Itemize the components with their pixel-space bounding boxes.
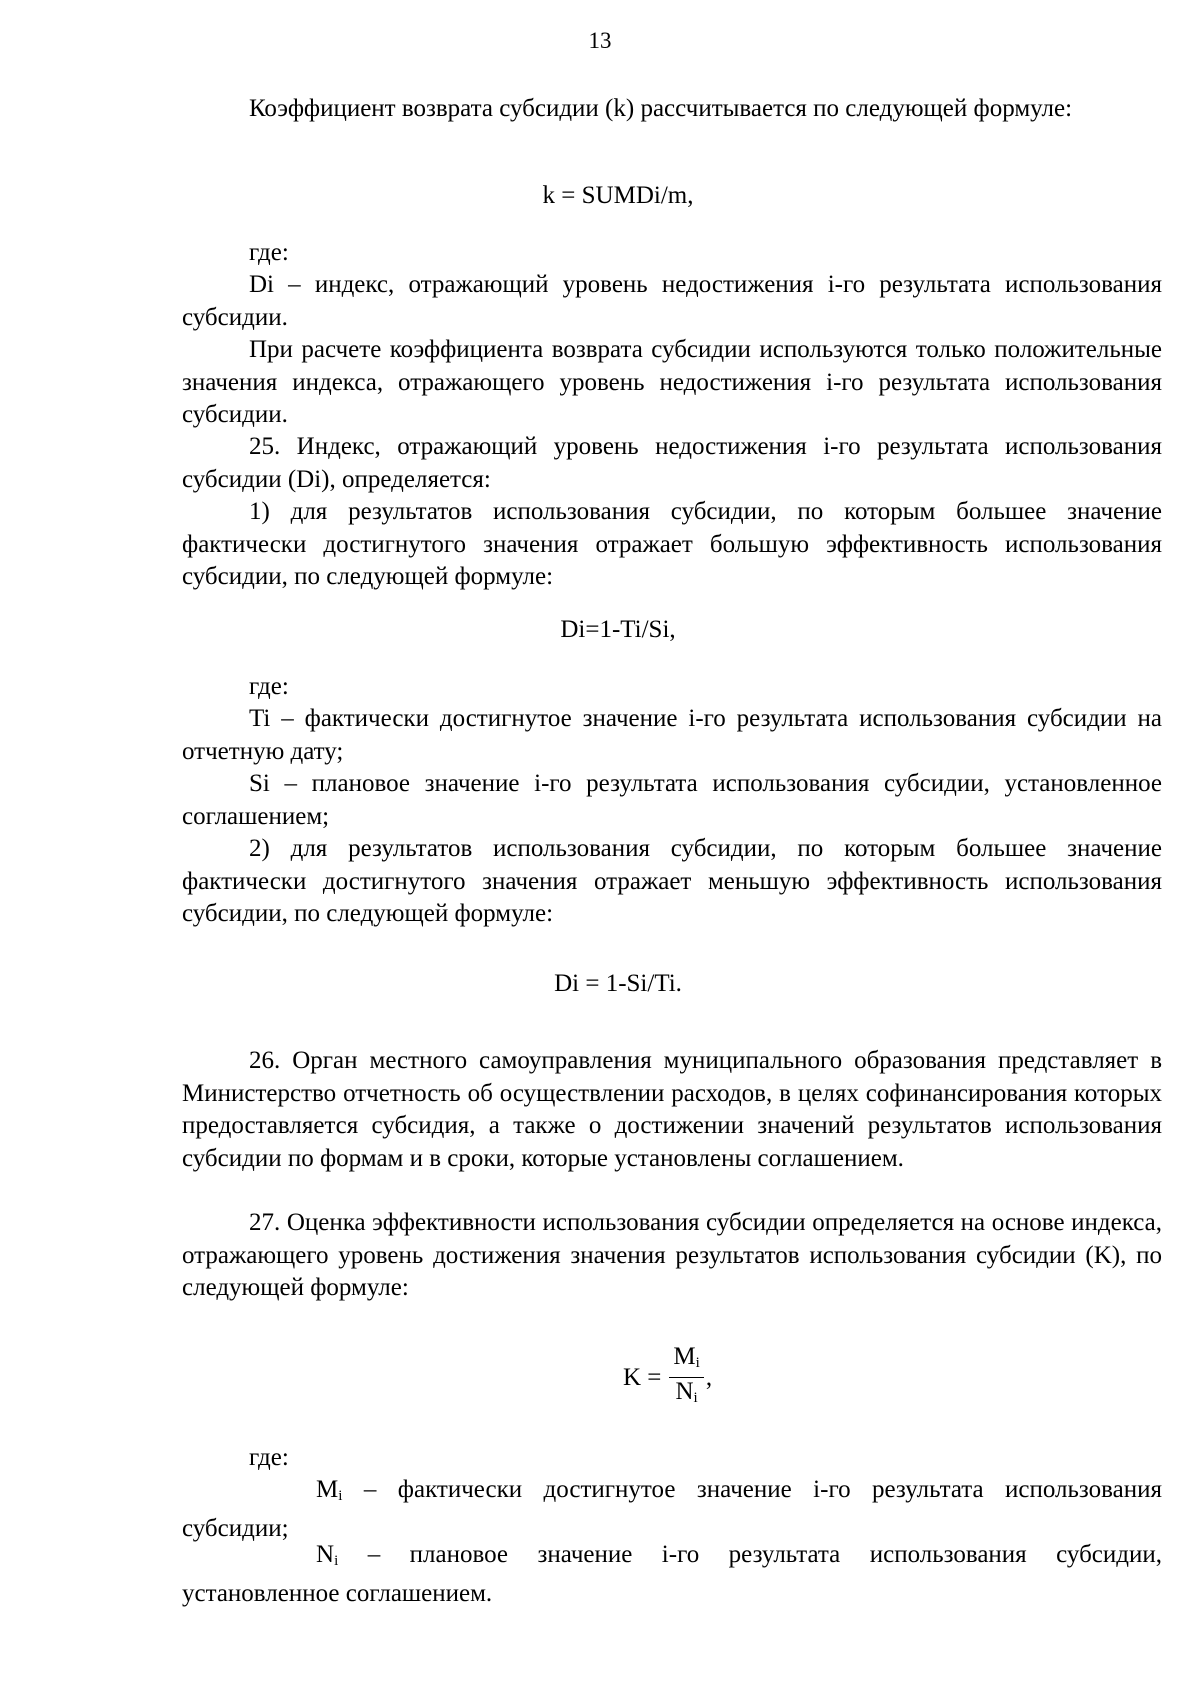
paragraph-mi-definition	[182, 1474, 1162, 1545]
where-label-1: где:	[249, 239, 289, 266]
paragraph-case-1: 1) для результатов использования субсидии, по которым большее значение фактически достигнутого значения отражает большую эффективность использования субсидии, по следующей формуле:	[182, 498, 1162, 590]
paragraph-25: 25. Индекс, отражающий уровень недостижения i-го результата использования субсидии (Di), определяется:	[182, 433, 1162, 493]
mi-text: – фактически достигнутое значение i-го результата использования субсидии;	[182, 1476, 1162, 1542]
paragraph-positive-values: При расчете коэффициента возврата субсидии используются только положительные значения индекса, отражающего уровень недостижения i-го результата использования субсидии.	[182, 336, 1162, 428]
paragraph-return-coefficient: Коэффициент возврата субсидии (k) рассчитывается по следующей формуле:	[249, 95, 1073, 122]
formula-k-lhs: K =	[623, 1363, 662, 1391]
paragraph-si-definition: Si – плановое значение i-го результата использования субсидии, установленное соглашением;	[182, 770, 1162, 830]
formula-di-1: Di=1-Ti/Si,	[560, 616, 676, 643]
ni-text: – плановое значение i-го результата использования субсидии, установленное соглашением.	[182, 1541, 1162, 1607]
formula-k-tail: ,	[705, 1363, 713, 1391]
ni-symbol: $N_i$	[316, 1541, 339, 1569]
page-number: 13	[588, 28, 612, 53]
paragraph-ti-definition: Ti – фактически достигнутое значение i-го результата использования субсидии на отчетную дату;	[182, 705, 1162, 765]
fraction-denominator: $N_i$	[675, 1378, 698, 1406]
formula-k: k = SUMDi/m,	[542, 182, 694, 209]
fraction	[669, 1343, 703, 1412]
where-label-2: где:	[249, 673, 289, 700]
paragraph-26: 26. Орган местного самоуправления муниципального образования представляет в Министерство отчетность об осуществлении расходов, в целях софинансирования которых предоставляется субсидия, а также о достижении значений результатов использования субсидии по формам и в сроки, которые установлены соглашением.	[182, 1047, 1162, 1172]
where-label-3: где:	[249, 1444, 289, 1471]
formula-k-fraction	[623, 1343, 712, 1412]
paragraph-case-2: 2) для результатов использования субсидии, по которым большее значение фактически достигнутого значения отражает меньшую эффективность использования субсидии, по следующей формуле:	[182, 835, 1162, 927]
fraction-numerator: $M_i$	[669, 1343, 703, 1378]
mi-symbol: $M_i$	[316, 1476, 343, 1504]
paragraph-ni-definition	[182, 1539, 1162, 1610]
paragraph-27: 27. Оценка эффективности использования субсидии определяется на основе индекса, отражающего уровень достижения значения результатов использования субсидии (K), по следующей формуле:	[182, 1209, 1162, 1301]
formula-di-2: Di = 1-Si/Ti.	[554, 970, 682, 997]
paragraph-di-definition: Di – индекс, отражающий уровень недостижения i-го результата использования субсидии.	[182, 271, 1162, 331]
